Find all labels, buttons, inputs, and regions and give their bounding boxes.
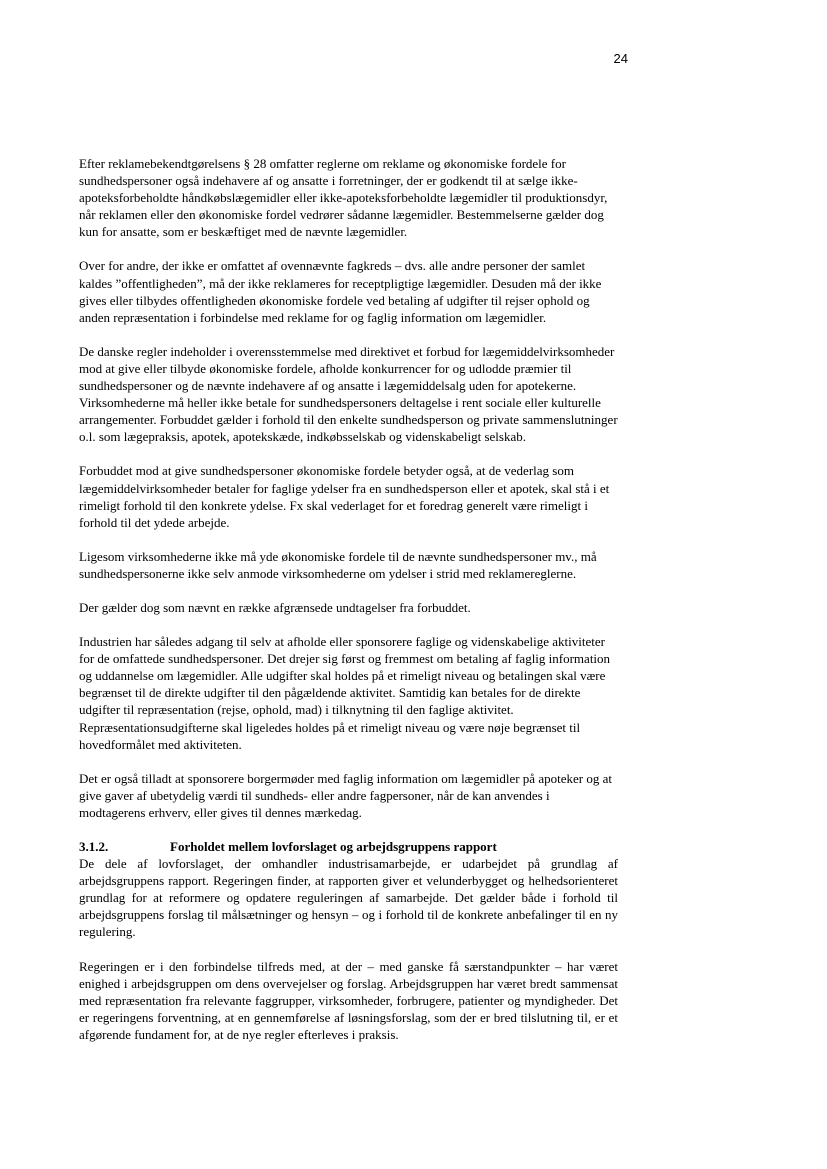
page-number: 24 (613, 51, 628, 66)
section-heading (79, 838, 618, 855)
paragraph: Det er også tilladt at sponsorere borgermøder med faglig information om lægemidler på apoteker og at give gaver af ubetydelig værdi til sundheds- eller andre fagpersoner, når de kan anvendes i modtagerens erhverv, eller gives til dennes mærkedag. (79, 770, 612, 820)
paragraph: Industrien har således adgang til selv at afholde eller sponsorere faglige og videnskabelige aktiviteter for de omfattede sundhedspersoner. Det drejer sig først og fremmest om betaling af faglig information og uddannelse om lægemidler. Alle udgifter skal holdes på et rimeligt niveau og betalingen skal være begrænset til de direkte udgifter til den pågældende aktivitet. Samtidig kan betales for de direkte udgifter til repræsentation (rejse, ophold, mad) i tilknytning til den faglige aktivitet. Repræsentationsudgifterne skal ligeledes holdes på et rimeligt niveau og være nøje begrænset til hovedformålet med aktiviteten. (79, 634, 611, 752)
paragraph: Over for andre, der ikke er omfattet af ovennævnte fagkreds – dvs. alle andre personer der samlet kaldes ”offentligheden”, må der ikke reklameres for receptpligtige lægemidler. Desuden må der ikke gives eller tilbydes offentligheden økonomiske fordele ved betaling af udgifter til rejser ophold og anden repræsentation i forbindelse med reklame for og faglig information om lægemidler. (79, 258, 602, 325)
document-body (79, 155, 618, 1060)
section-number: 3.1.2. (79, 839, 109, 854)
paragraph: De dele af lovforslaget, der omhandler industrisamarbejde, er udarbejdet på grundlag af arbejdsgruppens rapport. Regeringen finder, at rapporten giver et velunderbygget og helhedsorienteret grundlag for at reformere og opdatere reguleringen af samarbejde. Det gælder både i forhold til arbejdsgruppens forslag til målsætninger og hensyn – og i forhold til de konkrete anbefalinger til en ny regulering. (79, 856, 618, 940)
paragraph: Der gælder dog som nævnt en række afgrænsede undtagelser fra forbuddet. (79, 599, 471, 615)
paragraph: Regeringen er i den forbindelse tilfreds med, at der – med ganske få særstandpunkter – har været enighed i arbejdsgruppen om dens overvejelser og forslag. Arbejdsgruppen har været bredt sammensat med repræsentation fra relevante faggrupper, virksomheder, forbrugere, patienter og myndigheder. Det er regeringens forventning, at en gennemførelse af løsningsforslag, som der er bred tilslutning til, er et afgørende fundament for, at de nye regler efterleves i praksis. (79, 958, 618, 1042)
paragraph: Efter reklamebekendtgørelsens § 28 omfatter reglerne om reklame og økonomiske fordele for sundhedspersoner også indehavere af og ansatte i forretninger, der er godkendt til at sælge ikke-apoteksforbeholdte håndkøbslægemidler eller ikke-apoteksforbeholdte lægemidler til produktionsdyr, når reklamen eller den økonomiske fordel vedrører sådanne lægemidler. Bestemmelserne gælder dog kun for ansatte, som er beskæftiget med de nævnte lægemidler. (79, 156, 608, 240)
paragraph: De danske regler indeholder i overensstemmelse med direktivet et forbud for lægemiddelvirksomheder mod at give eller tilbyde økonomiske fordele, afholde konkurrencer for og udlodde præmier til sundhedspersoner og de nævnte indehavere af og ansatte i lægemiddelsalg uden for apotekerne. Virksomhederne må heller ikke betale for sundhedspersoners deltagelse i rent sociale eller kulturelle arrangementer. Forbuddet gælder i forhold til den enkelte sundhedsperson og private sammenslutninger o.l. som lægepraksis, apotek, apotekskæde, indkøbsselskab og videnskabeligt selskab. (79, 343, 618, 445)
section-title: Forholdet mellem lovforslaget og arbejdsgruppens rapport (170, 839, 497, 854)
paragraph: Forbuddet mod at give sundhedspersoner økonomiske fordele betyder også, at de vederlag som lægemiddelvirksomheder betaler for faglige ydelser fra en sundhedsperson eller et apotek, skal stå i et rimeligt forhold til den konkrete ydelse. Fx skal vederlaget for et foredrag generelt være rimeligt i forhold til det ydede arbejde. (79, 463, 610, 530)
paragraph: Ligesom virksomhederne ikke må yde økonomiske fordele til de nævnte sundhedspersoner mv., må sundhedspersonerne ikke selv anmode virksomhederne om ydelser i strid med reklamereglerne. (79, 548, 597, 581)
